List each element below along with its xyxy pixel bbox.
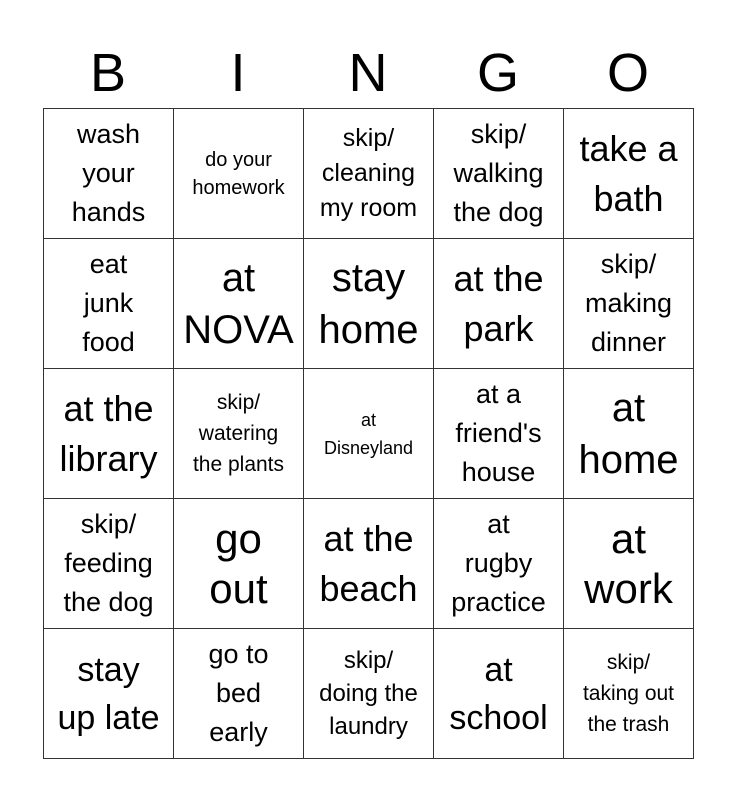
bingo-board [43,108,694,759]
header-letter-i: I [230,43,246,103]
bingo-cell[interactable]: at rugby practice [434,499,564,629]
bingo-cell[interactable]: wash your hands [44,109,174,239]
bingo-cell[interactable]: at the park [434,239,564,369]
bingo-cell[interactable]: go to bed early [174,629,304,759]
bingo-cell[interactable]: skip/ walking the dog [434,109,564,239]
bingo-cell[interactable]: at the library [44,369,174,499]
bingo-cell[interactable]: at work [564,499,694,629]
bingo-cell[interactable]: skip/ doing the laundry [304,629,434,759]
bingo-cell[interactable]: at the beach [304,499,434,629]
board-row [44,109,694,239]
bingo-cell[interactable]: at Disneyland [304,369,434,499]
bingo-cell[interactable]: at school [434,629,564,759]
bingo-cell[interactable]: do your homework [174,109,304,239]
bingo-cell[interactable]: eat junk food [44,239,174,369]
bingo-cell[interactable]: take a bath [564,109,694,239]
bingo-cell[interactable]: at home [564,369,694,499]
bingo-cell[interactable]: go out [174,499,304,629]
bingo-cell[interactable]: stay home [304,239,434,369]
board-row [44,369,694,499]
board-row [44,239,694,369]
header-letter-n: N [348,43,388,103]
bingo-cell[interactable]: stay up late [44,629,174,759]
board-row [44,629,694,759]
header-letter-b: B [89,43,127,103]
bingo-cell[interactable]: skip/ feeding the dog [44,499,174,629]
bingo-cell[interactable]: skip/ making dinner [564,239,694,369]
board-row [44,499,694,629]
bingo-cell[interactable]: skip/ cleaning my room [304,109,434,239]
bingo-cell[interactable]: at NOVA [174,239,304,369]
bingo-cell[interactable]: skip/ watering the plants [174,369,304,499]
bingo-header [43,38,693,108]
header-letter-o: O [606,43,649,103]
bingo-cell[interactable]: skip/ taking out the trash [564,629,694,759]
bingo-cell[interactable]: at a friend's house [434,369,564,499]
header-letter-g: G [476,43,519,103]
